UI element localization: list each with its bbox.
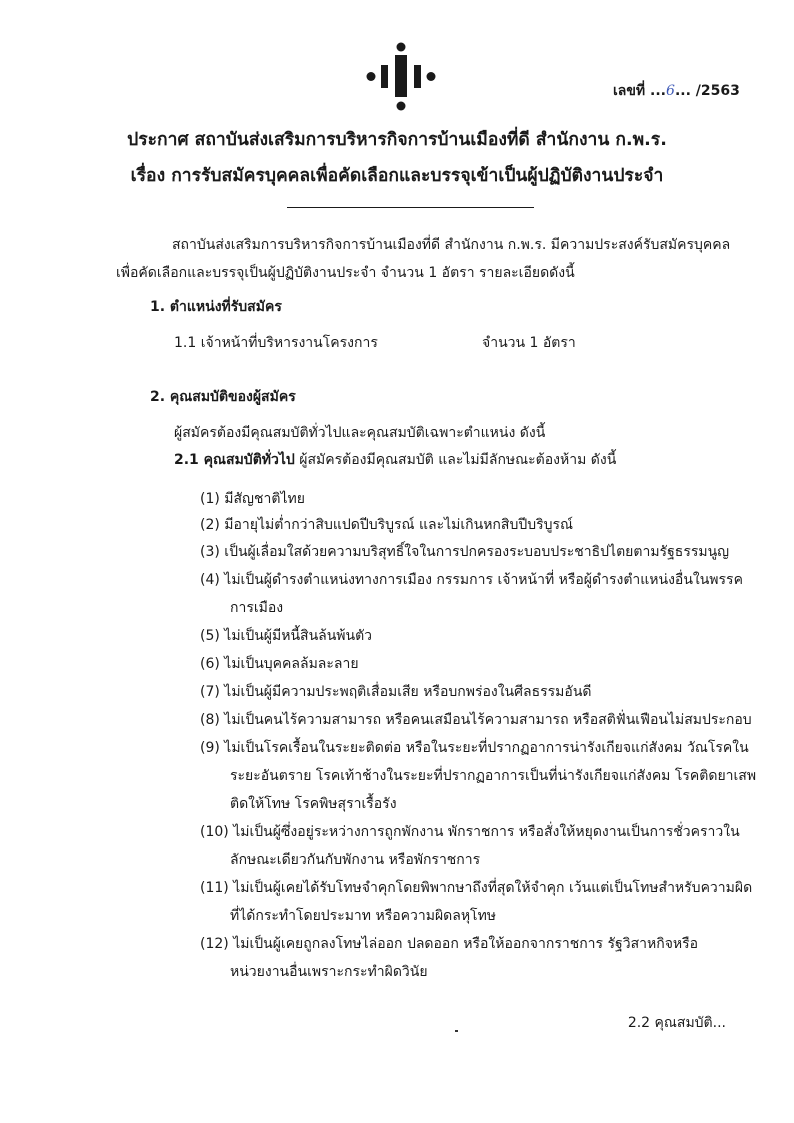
qualification-item-8: (8) ไม่เป็นคนไร้ความสามารถ หรือคนเสมือนไร้ความสามารถ หรือสติฟั่นเฟือนไม่สมประกอบ xyxy=(200,712,752,728)
announcement-subject: เรื่อง การรับสมัครบุคคลเพื่อคัดเลือกและบรรจุเข้าเป็นผู้ปฏิบัติงานประจำ xyxy=(130,166,664,186)
scan-speck xyxy=(455,1030,458,1032)
document-number xyxy=(613,80,740,102)
logo-bottom-dot xyxy=(397,102,406,111)
qualification-item-12: (12) ไม่เป็นผู้เคยถูกลงโทษไล่ออก ปลดออก หรือให้ออกจากราชการ รัฐวิสาหกิจหรือ xyxy=(200,936,699,952)
logo-left-bar xyxy=(381,65,388,88)
general-qualifications-label: 2.1 คุณสมบัติทั่วไป xyxy=(174,452,295,468)
qualification-item-1: (1) มีสัญชาติไทย xyxy=(200,491,305,507)
logo-right-bar xyxy=(414,65,421,88)
document-number-suffix: ... /2563 xyxy=(674,83,740,99)
qualification-item-9-cont-2: ติดให้โทษ โรคพิษสุราเรื้อรัง xyxy=(230,796,397,812)
continued-next-page: 2.2 คุณสมบัติ... xyxy=(627,1015,726,1031)
intro-line-2: เพื่อคัดเลือกและบรรจุเป็นผู้ปฏิบัติงานประจำ จำนวน 1 อัตรา รายละเอียดดังนี้ xyxy=(116,265,575,281)
qualification-item-11: (11) ไม่เป็นผู้เคยได้รับโทษจำคุกโดยพิพากษาถึงที่สุดให้จำคุก เว้นแต่เป็นโทษสำหรับความผิด xyxy=(200,880,753,896)
position-count: จำนวน 1 อัตรา xyxy=(482,335,576,351)
logo-top-dot xyxy=(397,43,406,52)
document-number-label: เลขที่ xyxy=(613,83,646,99)
qualification-item-7: (7) ไม่เป็นผู้มีความประพฤติเสื่อมเสีย หรือบกพร่องในศีลธรรมอันดี xyxy=(200,684,592,700)
qualification-item-10: (10) ไม่เป็นผู้ซึ่งอยู่ระหว่างการถูกพักงาน พักราชการ หรือสั่งให้หยุดงานเป็นการชั่วคราวใน xyxy=(200,824,740,840)
logo-right-dot xyxy=(427,72,436,81)
qualification-item-2: (2) มีอายุไม่ต่ำกว่าสิบแปดปีบริบูรณ์ และไม่เกินหกสิบปีบริบูรณ์ xyxy=(200,517,574,533)
general-qualifications-heading xyxy=(174,449,616,471)
title-divider xyxy=(287,207,534,208)
logo-left-dot xyxy=(367,72,376,81)
qualification-item-12-cont: หน่วยงานอื่นเพราะกระทำผิดวินัย xyxy=(230,964,428,980)
document-number-prefix: ... xyxy=(650,83,667,99)
institution-logo xyxy=(364,42,438,112)
qualification-item-9: (9) ไม่เป็นโรคเรื้อนในระยะติดต่อ หรือในระยะที่ปรากฏอาการน่ารังเกียจแก่สังคม วัณโรคใน xyxy=(200,740,749,756)
intro-line-1: สถาบันส่งเสริมการบริหารกิจการบ้านเมืองที่ดี สำนักงาน ก.พ.ร. มีความประสงค์รับสมัครบุคคล xyxy=(172,237,731,253)
announcement-title: ประกาศ สถาบันส่งเสริมการบริหารกิจการบ้านเมืองที่ดี สำนักงาน ก.พ.ร. xyxy=(127,130,667,150)
qualification-item-6: (6) ไม่เป็นบุคคลล้มละลาย xyxy=(200,656,359,672)
qualification-item-9-cont-1: ระยะอันตราย โรคเท้าช้างในระยะที่ปรากฏอาการเป็นที่น่ารังเกียจแก่สังคม โรคติดยาเสพ xyxy=(230,768,757,784)
qualifications-intro: ผู้สมัครต้องมีคุณสมบัติทั่วไปและคุณสมบัติเฉพาะตำแหน่ง ดังนี้ xyxy=(174,425,546,441)
qualification-item-4: (4) ไม่เป็นผู้ดำรงตำแหน่งทางการเมือง กรรมการ เจ้าหน้าที่ หรือผู้ดำรงตำแหน่งอื่นในพรรค xyxy=(200,572,743,588)
qualification-item-11-cont: ที่ได้กระทำโดยประมาท หรือความผิดลหุโทษ xyxy=(230,908,497,924)
section-2-heading: 2. คุณสมบัติของผู้สมัคร xyxy=(150,389,296,405)
logo-center-bar xyxy=(395,55,407,97)
qualification-item-10-cont: ลักษณะเดียวกันกับพักงาน หรือพักราชการ xyxy=(230,852,481,868)
document-number-handwritten: 6 xyxy=(666,83,675,99)
general-qualifications-text: ผู้สมัครต้องมีคุณสมบัติ และไม่มีลักษณะต้องห้าม ดังนี้ xyxy=(294,452,617,468)
qualification-item-3: (3) เป็นผู้เลื่อมใสด้วยความบริสุทธิ์ใจในการปกครองระบอบประชาธิปไตยตามรัฐธรรมนูญ xyxy=(200,544,730,560)
qualification-item-5: (5) ไม่เป็นผู้มีหนี้สินล้นพ้นตัว xyxy=(200,628,373,644)
section-1-heading: 1. ตำแหน่งที่รับสมัคร xyxy=(150,299,282,315)
position-name: 1.1 เจ้าหน้าที่บริหารงานโครงการ xyxy=(174,335,378,351)
qualification-item-4-cont: การเมือง xyxy=(230,600,284,616)
